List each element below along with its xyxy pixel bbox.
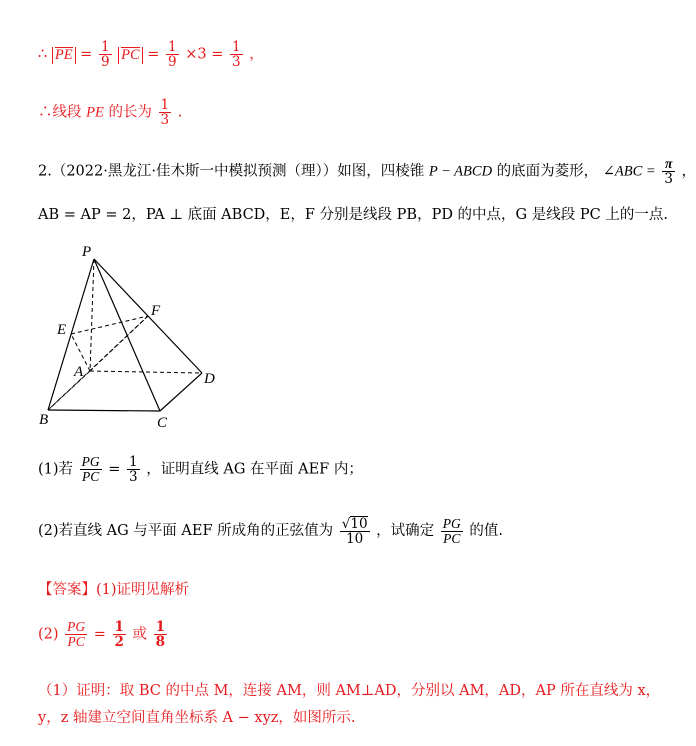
numerator: 1 xyxy=(168,39,177,55)
text: 的底面为菱形， xyxy=(496,163,599,180)
edge-cd xyxy=(160,373,202,411)
denominator: 3 xyxy=(160,112,170,129)
fraction-sqrt10: $\frac{√10}{10}$ xyxy=(341,516,368,548)
label-b: B xyxy=(39,412,49,428)
denominator: 3 xyxy=(232,54,241,71)
fraction xyxy=(99,40,112,69)
denominator: PC xyxy=(443,530,461,546)
question-2 xyxy=(38,516,503,546)
text: ∴线段 xyxy=(38,104,82,121)
numerator: 1 xyxy=(129,454,138,470)
denominator: 3 xyxy=(664,171,673,188)
label-p: P xyxy=(82,244,92,260)
problem-conditions: AB = AP = 2，PA ⊥ 底面 ABCD，E，F 分别是线段 PB，PD 的中点，G 是线段 PC 上的一点. xyxy=(38,207,668,223)
fraction xyxy=(154,620,167,649)
answer-text: (1)证明见解析 xyxy=(96,582,190,598)
denominator: PC xyxy=(82,469,100,485)
pe-vector: PE xyxy=(54,46,73,63)
denominator: 9 xyxy=(100,54,110,71)
numerator: 10 xyxy=(350,516,368,532)
label-d: D xyxy=(204,371,215,387)
text: ，证明直线 AG 在平面 AEF 内； xyxy=(146,461,363,478)
fraction-pg-pc xyxy=(441,517,463,546)
text: 的值. xyxy=(469,523,503,540)
edge-ad xyxy=(90,371,202,373)
answer-label: 【答案】 xyxy=(38,582,96,598)
solution-line-ratio xyxy=(38,40,264,69)
angle-abc: ∠ABC = xyxy=(602,163,656,180)
period: . xyxy=(177,104,183,121)
fraction-pi-3 xyxy=(662,157,675,186)
problem-line-1 xyxy=(38,157,696,186)
pc-abs xyxy=(118,47,143,64)
denominator: PC xyxy=(67,634,85,650)
question-1 xyxy=(38,455,363,484)
text: 或 xyxy=(132,626,148,643)
fraction xyxy=(166,40,179,69)
edge-pb xyxy=(48,259,94,410)
proof-line-2 xyxy=(38,706,356,727)
answer-2 xyxy=(38,620,169,649)
comma: ， xyxy=(681,163,696,180)
pc-vector: PC xyxy=(121,46,140,63)
numerator: 1 xyxy=(232,39,241,55)
pyramid-name: P − ABCD xyxy=(428,163,493,180)
equals: = xyxy=(147,46,160,63)
edge-ef xyxy=(71,316,148,334)
numerator: PG xyxy=(67,619,86,634)
denominator: 10 xyxy=(346,531,364,548)
text: (2)若直线 AG 与平面 AEF 所成角的正弦值为 xyxy=(38,523,334,540)
edge-bc xyxy=(48,410,160,411)
denominator: 3 xyxy=(129,469,138,486)
numerator: PG xyxy=(81,454,100,469)
proof-line-1 xyxy=(38,679,660,700)
edge-pc xyxy=(94,259,160,411)
fraction-pg-pc xyxy=(65,620,87,649)
denominator: 9 xyxy=(168,54,177,71)
text: ，试确定 xyxy=(376,523,435,540)
edge-pa xyxy=(90,259,94,371)
numerator: 1 xyxy=(114,619,124,635)
equals: = xyxy=(108,461,121,478)
answer-line xyxy=(38,578,189,599)
proof-text: y，z 轴建立空间直角坐标系 A − xyz，如图所示. xyxy=(38,710,356,726)
numerator: 1 xyxy=(100,39,110,55)
denominator: 8 xyxy=(155,634,166,651)
label-a: A xyxy=(74,364,84,380)
segment-pe: PE xyxy=(86,104,104,121)
solution-line-length xyxy=(38,98,182,127)
fraction xyxy=(230,40,243,69)
pyramid-figure xyxy=(30,238,240,433)
problem-source: 2.（2022·黑龙江·佳木斯一中模拟预测（理））如图，四棱锥 xyxy=(38,163,425,180)
label-c: C xyxy=(157,415,168,431)
therefore-symbol: ∴ xyxy=(38,46,48,63)
fraction xyxy=(127,455,140,484)
text: (1)若 xyxy=(38,461,74,478)
fraction xyxy=(159,98,172,127)
text: (2) xyxy=(38,626,59,643)
times-three: ×3 = xyxy=(185,46,224,63)
pe-abs xyxy=(52,47,76,64)
label-f: F xyxy=(151,303,161,319)
problem-line-2 xyxy=(38,203,668,224)
denominator: 2 xyxy=(114,634,124,651)
equals: = xyxy=(80,46,93,63)
fraction-pg-pc xyxy=(80,455,102,484)
label-e: E xyxy=(57,322,67,338)
proof-text: （1）证明：取 BC 的中点 M，连接 AM，则 AM⊥AD，分别以 AM，AD，AP 所在直线为 x， xyxy=(38,683,661,699)
numerator: PG xyxy=(442,515,461,531)
equals: = xyxy=(93,626,106,643)
fraction xyxy=(113,620,126,649)
numerator: π xyxy=(662,157,675,172)
comma: ， xyxy=(249,46,264,63)
numerator: 1 xyxy=(160,97,170,113)
numerator: 1 xyxy=(155,619,166,635)
text: 的长为 xyxy=(108,104,152,121)
